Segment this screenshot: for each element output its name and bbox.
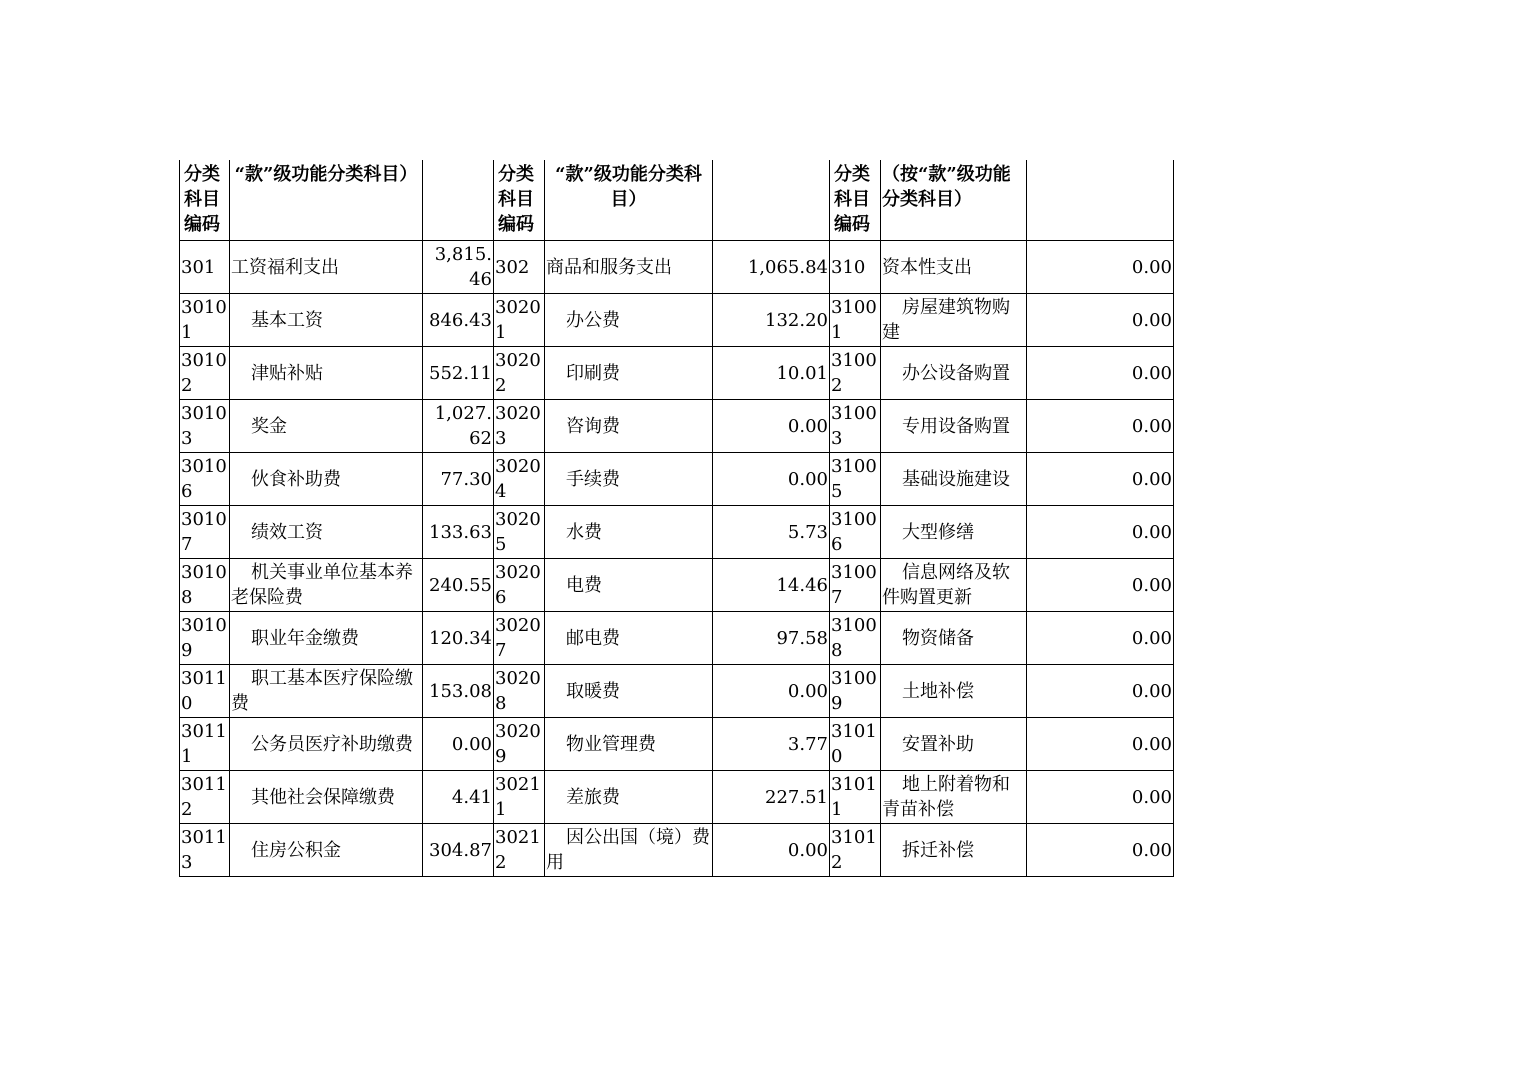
capital-code-cell: 31001 xyxy=(830,294,881,347)
salary-code-cell: 301 xyxy=(180,241,230,294)
capital-name-cell: 资本性支出 xyxy=(881,241,1027,294)
table-row xyxy=(180,506,1174,559)
goods-amount-cell: 97.58 xyxy=(713,612,830,665)
goods-name-cell: 邮电费 xyxy=(545,612,713,665)
goods-amount-cell: 10.01 xyxy=(713,347,830,400)
salary-name-cell: 公务员医疗补助缴费 xyxy=(230,718,423,771)
capital-code-cell: 31007 xyxy=(830,559,881,612)
table-row xyxy=(180,824,1174,877)
salary-amount-cell: 0.00 xyxy=(423,718,494,771)
goods-amount-cell: 0.00 xyxy=(713,453,830,506)
goods-code-cell: 30212 xyxy=(494,824,545,877)
header-code-1: 分类科目编码 xyxy=(180,160,230,241)
capital-amount-cell: 0.00 xyxy=(1027,400,1174,453)
salary-name-cell: 其他社会保障缴费 xyxy=(230,771,423,824)
capital-amount-cell: 0.00 xyxy=(1027,241,1174,294)
goods-name-cell: 手续费 xyxy=(545,453,713,506)
capital-amount-cell: 0.00 xyxy=(1027,559,1174,612)
capital-name-cell: 房屋建筑物购建 xyxy=(881,294,1027,347)
salary-code-cell: 30111 xyxy=(180,718,230,771)
goods-name-cell: 电费 xyxy=(545,559,713,612)
table-row xyxy=(180,612,1174,665)
salary-amount-cell: 846.43 xyxy=(423,294,494,347)
salary-amount-cell: 4.41 xyxy=(423,771,494,824)
goods-name-cell: 因公出国（境）费用 xyxy=(545,824,713,877)
capital-code-cell: 31012 xyxy=(830,824,881,877)
goods-amount-cell: 14.46 xyxy=(713,559,830,612)
header-salary-title: “款”级功能分类科目） xyxy=(230,160,423,241)
salary-code-cell: 30106 xyxy=(180,453,230,506)
capital-amount-cell: 0.00 xyxy=(1027,506,1174,559)
salary-name-cell: 住房公积金 xyxy=(230,824,423,877)
salary-amount-cell: 77.30 xyxy=(423,453,494,506)
salary-name-cell: 津贴补贴 xyxy=(230,347,423,400)
salary-amount-cell: 304.87 xyxy=(423,824,494,877)
salary-name-cell: 伙食补助费 xyxy=(230,453,423,506)
header-code-3: 分类科目编码 xyxy=(830,160,881,241)
goods-amount-cell: 1,065.84 xyxy=(713,241,830,294)
capital-amount-cell: 0.00 xyxy=(1027,771,1174,824)
goods-name-cell: 物业管理费 xyxy=(545,718,713,771)
salary-name-cell: 绩效工资 xyxy=(230,506,423,559)
table-row xyxy=(180,241,1174,294)
goods-code-cell: 30208 xyxy=(494,665,545,718)
capital-code-cell: 31005 xyxy=(830,453,881,506)
header-capital-title: （按“款”级功能分类科目） xyxy=(881,160,1027,241)
salary-code-cell: 30101 xyxy=(180,294,230,347)
goods-code-cell: 302 xyxy=(494,241,545,294)
expenditure-table xyxy=(179,160,1174,877)
goods-name-cell: 取暖费 xyxy=(545,665,713,718)
capital-name-cell: 地上附着物和青苗补偿 xyxy=(881,771,1027,824)
table-row xyxy=(180,347,1174,400)
table-row xyxy=(180,718,1174,771)
capital-name-cell: 大型修缮 xyxy=(881,506,1027,559)
salary-name-cell: 职业年金缴费 xyxy=(230,612,423,665)
salary-amount-cell: 120.34 xyxy=(423,612,494,665)
goods-code-cell: 30209 xyxy=(494,718,545,771)
goods-code-cell: 30201 xyxy=(494,294,545,347)
header-goods-title: “款”级功能分类科目） xyxy=(545,160,713,241)
salary-amount-cell: 3,815.46 xyxy=(423,241,494,294)
capital-name-cell: 基础设施建设 xyxy=(881,453,1027,506)
goods-amount-cell: 5.73 xyxy=(713,506,830,559)
salary-name-cell: 机关事业单位基本养老保险费 xyxy=(230,559,423,612)
capital-amount-cell: 0.00 xyxy=(1027,665,1174,718)
salary-amount-cell: 153.08 xyxy=(423,665,494,718)
goods-code-cell: 30202 xyxy=(494,347,545,400)
capital-name-cell: 专用设备购置 xyxy=(881,400,1027,453)
table-row xyxy=(180,559,1174,612)
salary-amount-cell: 133.63 xyxy=(423,506,494,559)
salary-amount-cell: 552.11 xyxy=(423,347,494,400)
capital-amount-cell: 0.00 xyxy=(1027,718,1174,771)
capital-code-cell: 31008 xyxy=(830,612,881,665)
salary-code-cell: 30110 xyxy=(180,665,230,718)
salary-amount-cell: 240.55 xyxy=(423,559,494,612)
goods-name-cell: 印刷费 xyxy=(545,347,713,400)
capital-code-cell: 31003 xyxy=(830,400,881,453)
table-row xyxy=(180,453,1174,506)
salary-code-cell: 30103 xyxy=(180,400,230,453)
capital-amount-cell: 0.00 xyxy=(1027,612,1174,665)
goods-code-cell: 30204 xyxy=(494,453,545,506)
salary-code-cell: 30109 xyxy=(180,612,230,665)
goods-name-cell: 办公费 xyxy=(545,294,713,347)
capital-name-cell: 物资储备 xyxy=(881,612,1027,665)
goods-amount-cell: 0.00 xyxy=(713,824,830,877)
header-amount-3 xyxy=(1027,160,1174,241)
goods-code-cell: 30207 xyxy=(494,612,545,665)
salary-name-cell: 基本工资 xyxy=(230,294,423,347)
header-amount-2 xyxy=(713,160,830,241)
goods-name-cell: 商品和服务支出 xyxy=(545,241,713,294)
capital-name-cell: 拆迁补偿 xyxy=(881,824,1027,877)
capital-code-cell: 31006 xyxy=(830,506,881,559)
goods-amount-cell: 3.77 xyxy=(713,718,830,771)
salary-name-cell: 工资福利支出 xyxy=(230,241,423,294)
salary-code-cell: 30107 xyxy=(180,506,230,559)
goods-name-cell: 差旅费 xyxy=(545,771,713,824)
header-amount-1 xyxy=(423,160,494,241)
table-row xyxy=(180,771,1174,824)
salary-code-cell: 30112 xyxy=(180,771,230,824)
table-row xyxy=(180,400,1174,453)
table-header-row xyxy=(180,160,1174,241)
salary-code-cell: 30108 xyxy=(180,559,230,612)
goods-amount-cell: 0.00 xyxy=(713,400,830,453)
capital-amount-cell: 0.00 xyxy=(1027,347,1174,400)
salary-name-cell: 职工基本医疗保险缴费 xyxy=(230,665,423,718)
goods-amount-cell: 132.20 xyxy=(713,294,830,347)
table-row xyxy=(180,665,1174,718)
goods-code-cell: 30203 xyxy=(494,400,545,453)
capital-amount-cell: 0.00 xyxy=(1027,453,1174,506)
salary-code-cell: 30102 xyxy=(180,347,230,400)
capital-name-cell: 信息网络及软件购置更新 xyxy=(881,559,1027,612)
capital-code-cell: 31010 xyxy=(830,718,881,771)
capital-code-cell: 310 xyxy=(830,241,881,294)
capital-code-cell: 31011 xyxy=(830,771,881,824)
capital-name-cell: 安置补助 xyxy=(881,718,1027,771)
goods-code-cell: 30206 xyxy=(494,559,545,612)
capital-name-cell: 土地补偿 xyxy=(881,665,1027,718)
goods-code-cell: 30205 xyxy=(494,506,545,559)
salary-amount-cell: 1,027.62 xyxy=(423,400,494,453)
capital-code-cell: 31009 xyxy=(830,665,881,718)
goods-name-cell: 咨询费 xyxy=(545,400,713,453)
salary-code-cell: 30113 xyxy=(180,824,230,877)
goods-name-cell: 水费 xyxy=(545,506,713,559)
capital-amount-cell: 0.00 xyxy=(1027,824,1174,877)
goods-amount-cell: 0.00 xyxy=(713,665,830,718)
salary-name-cell: 奖金 xyxy=(230,400,423,453)
goods-amount-cell: 227.51 xyxy=(713,771,830,824)
goods-code-cell: 30211 xyxy=(494,771,545,824)
capital-code-cell: 31002 xyxy=(830,347,881,400)
capital-amount-cell: 0.00 xyxy=(1027,294,1174,347)
table-row xyxy=(180,294,1174,347)
header-code-2: 分类科目编码 xyxy=(494,160,545,241)
capital-name-cell: 办公设备购置 xyxy=(881,347,1027,400)
